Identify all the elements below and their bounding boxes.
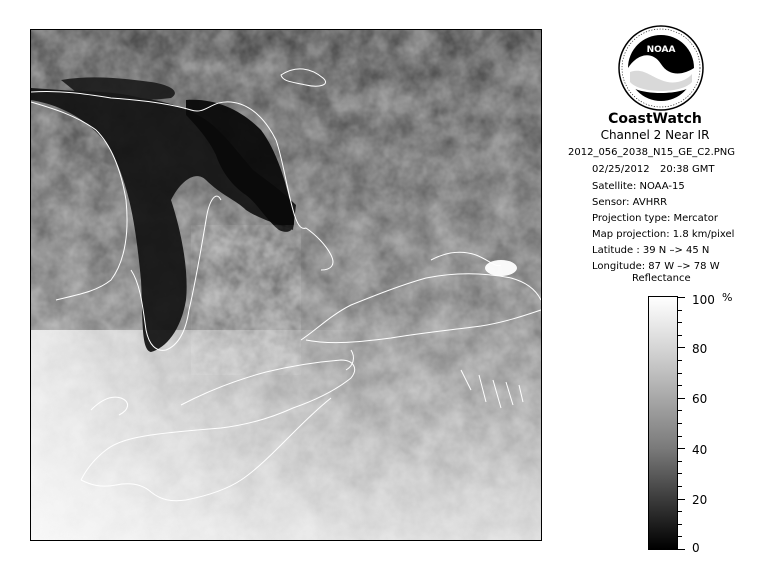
colorbar-tick-mark — [678, 423, 682, 424]
colorbar-tick-mark — [678, 398, 685, 399]
colorbar-tick-mark — [678, 347, 685, 348]
colorbar-tick-mark — [678, 373, 682, 374]
colorbar-tick-mark — [678, 385, 682, 386]
colorbar-tick-mark — [678, 448, 685, 449]
colorbar-title: Reflectance — [632, 273, 691, 284]
colorbar-tick-label: 40 — [692, 443, 708, 457]
colorbar-tick-mark — [678, 410, 682, 411]
satellite-map[interactable] — [30, 29, 542, 541]
channel-label: Channel 2 Near IR — [600, 128, 710, 142]
colorbar-tick-label: 20 — [692, 493, 708, 507]
colorbar-tick-mark — [678, 511, 682, 512]
colorbar-tick-mark — [678, 322, 682, 323]
colorbar-tick-mark — [678, 310, 682, 311]
colorbar-tick-mark — [678, 297, 685, 298]
colorbar-tick-mark — [678, 436, 682, 437]
colorbar-tick-mark — [678, 335, 682, 336]
colorbar-tick-mark — [678, 486, 682, 487]
reflectance-colorbar — [648, 296, 678, 550]
svg-text:NOAA: NOAA — [646, 45, 676, 55]
colorbar-tick-label: 80 — [692, 342, 708, 356]
latitude-range-label: Latitude : 39 N –> 45 N — [592, 245, 710, 256]
colorbar-tick-label: 100 — [692, 293, 715, 307]
colorbar-tick-mark — [678, 473, 682, 474]
colorbar-tick-mark — [678, 536, 682, 537]
projection-type-label: Projection type: Mercator — [592, 213, 718, 224]
colorbar-tick-mark — [678, 524, 682, 525]
product-title: CoastWatch — [608, 111, 702, 127]
sensor-label: Sensor: AVHRR — [592, 197, 668, 208]
acquisition-date: 02/25/2012 — [592, 164, 650, 175]
colorbar-tick-mark — [678, 360, 682, 361]
satellite-label: Satellite: NOAA-15 — [592, 181, 685, 192]
map-projection-label: Map projection: 1.8 km/pixel — [592, 229, 735, 240]
acquisition-time: 20:38 GMT — [660, 164, 715, 175]
colorbar-tick-mark — [678, 499, 685, 500]
noaa-seal-icon — [617, 24, 705, 112]
satellite-image — [31, 30, 541, 540]
colorbar-tick-mark — [678, 549, 685, 550]
colorbar-tick-mark — [678, 461, 682, 462]
colorbar-tick-label: 60 — [692, 392, 708, 406]
colorbar-tick-label: 0 — [692, 541, 700, 555]
image-filename: 2012_056_2038_N15_GE_C2.PNG — [568, 147, 736, 158]
colorbar-unit: % — [722, 291, 733, 304]
noaa-logo — [617, 24, 705, 112]
longitude-range-label: Longitude: 87 W –> 78 W — [592, 261, 720, 272]
